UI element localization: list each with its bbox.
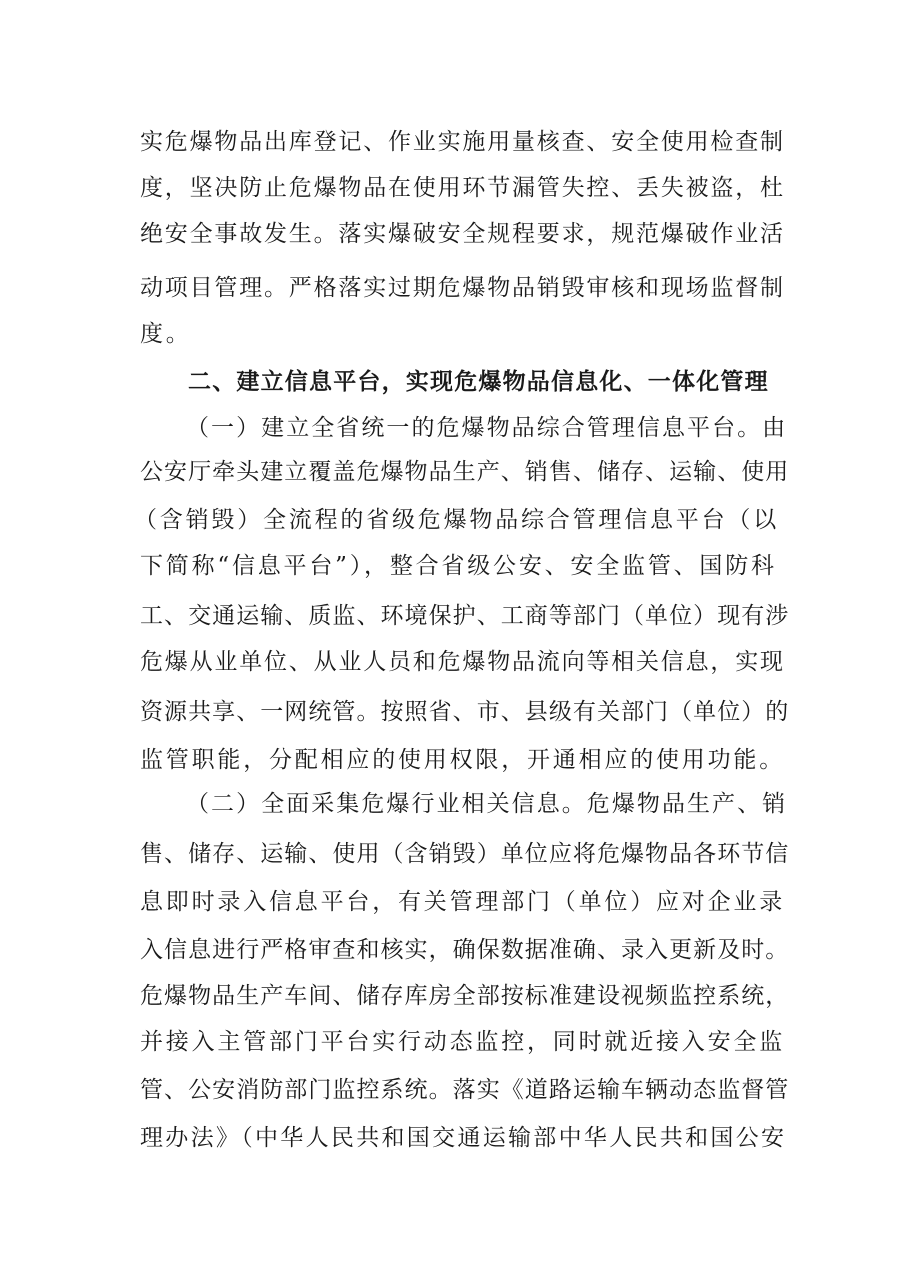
text-line: 息即时录入信息平台，有关管理部门（单位）应对企业录 <box>140 889 785 915</box>
text-line: 售、储存、运输、使用（含销毁）单位应将危爆物品各环节信 <box>140 841 790 867</box>
text-line: （一）建立全省统一的危爆物品综合管理信息平台。由 <box>186 415 788 441</box>
text-line: 资源共享、一网统管。按照省、市、县级有关部门（单位）的 <box>140 699 790 725</box>
text-line: 监管职能，分配相应的使用权限，开通相应的使用功能。 <box>140 747 785 773</box>
section-heading: 二、建立信息平台，实现危爆物品信息化、一体化管理 <box>188 369 769 395</box>
text-line: 并接入主管部门平台实行动态监控，同时就近接入安全监 <box>140 1029 785 1055</box>
text-line: 管、公安消防部门监控系统。落实《道路运输车辆动态监督管 <box>140 1077 790 1103</box>
text-line: 危爆从业单位、从业人员和危爆物品流向等相关信息，实现 <box>140 649 785 675</box>
text-line: 公安厅牵头建立覆盖危爆物品生产、销售、储存、运输、使用 <box>140 459 790 485</box>
text-line: 工、交通运输、质监、环境保护、工商等部门（单位）现有涉 <box>140 603 790 629</box>
text-line: 实危爆物品出库登记、作业实施用量核查、安全使用检查制 <box>140 129 785 155</box>
text-line: 度。 <box>140 321 192 347</box>
text-line: 理办法》（中华人民共和国交通运输部中华人民共和国公安 <box>140 1125 787 1151</box>
text-line: （二）全面采集危爆行业相关信息。危爆物品生产、销 <box>186 791 788 817</box>
text-line: 动项目管理。严格落实过期危爆物品销毁审核和现场监督制 <box>140 275 785 301</box>
text-line: 危爆物品生产车间、储存库房全部按标准建设视频监控系统， <box>140 983 790 1009</box>
text-line: 入信息进行严格审查和核实，确保数据准确、录入更新及时。 <box>140 937 790 963</box>
text-line: 绝安全事故发生。落实爆破安全规程要求，规范爆破作业活 <box>140 221 785 247</box>
text-line: 下简称“信息平台”），整合省级公安、安全监管、国防科 <box>140 553 777 579</box>
text-line: 度，坚决防止危爆物品在使用环节漏管失控、丢失被盗，杜 <box>140 175 785 201</box>
text-line: （含销毁）全流程的省级危爆物品综合管理信息平台（以 <box>134 507 779 533</box>
